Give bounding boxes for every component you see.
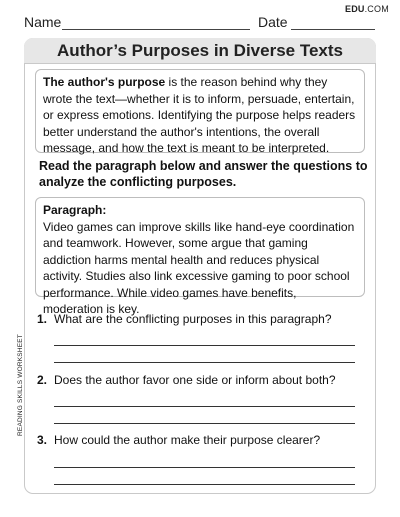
question-3 (37, 433, 320, 447)
name-label: Name (24, 14, 62, 30)
question-number: 2. (37, 373, 48, 387)
name-line (62, 29, 250, 30)
question-number: 3. (37, 433, 48, 447)
definition-box (35, 69, 365, 153)
definition-term: The author's purpose (43, 75, 166, 89)
definition-text: is the reason behind why they wrote the text—whether it is to inform, persuade, entertain, or express emotions. Identifying the purpose helps readers better understand the author's intentions, the overall message, and how the text is meant to be interpreted. (43, 75, 356, 155)
instructions: Read the paragraph below and answer the questions to analyze the conflicting purposes. (39, 159, 368, 189)
answer-line[interactable] (54, 362, 355, 363)
paragraph-box (35, 197, 365, 316)
date-label: Date (258, 14, 288, 30)
worksheet-title: Author’s Purposes in Diverse Texts (24, 38, 376, 64)
question-number: 1. (37, 312, 48, 326)
paragraph-label: Paragraph: (43, 203, 107, 217)
question-1 (37, 312, 332, 326)
brand-name: EDU (345, 4, 365, 14)
answer-line[interactable] (54, 406, 355, 407)
question-text: What are the conflicting purposes in this paragraph? (54, 312, 332, 326)
brand-logo (345, 4, 389, 14)
date-line (291, 29, 375, 30)
side-label: READING SKILLS WORKSHEET (17, 334, 24, 436)
question-2 (37, 373, 336, 387)
brand-suffix: .COM (364, 4, 389, 14)
answer-line[interactable] (54, 467, 355, 468)
question-text: How could the author make their purpose clearer? (54, 433, 321, 447)
answer-line[interactable] (54, 345, 355, 346)
paragraph-text: Video games can improve skills like hand-eye coordination and teamwork. However, some argue that gaming addiction harms mental health and reduces physical activity. Studies also link excessive gaming to poor school performance. While video games have benefits, moderation is key. (43, 219, 355, 316)
answer-line[interactable] (54, 484, 355, 485)
answer-line[interactable] (54, 423, 355, 424)
question-text: Does the author favor one side or inform about both? (54, 373, 336, 387)
